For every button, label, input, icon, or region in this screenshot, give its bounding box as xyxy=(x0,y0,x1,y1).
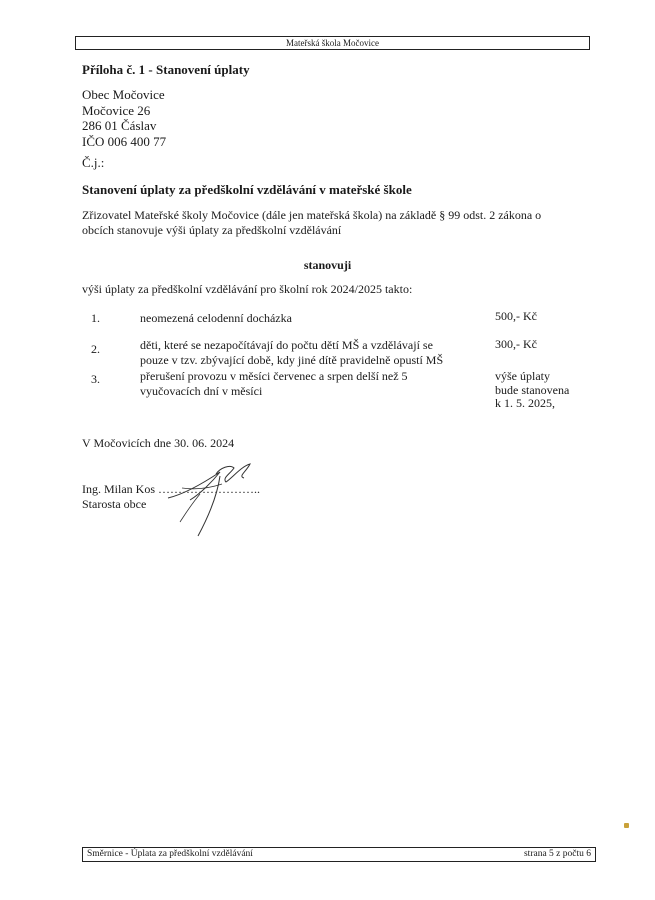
fee-item-3-amount xyxy=(495,370,569,411)
page-footer-box xyxy=(82,847,596,862)
footer-document-name: Směrnice - Úplata za předškolní vzdělávání xyxy=(87,849,253,859)
address-line-ico: IČO 006 400 77 xyxy=(82,133,167,149)
intro-line-2: obcích stanovuje výši úplaty za předškolní vzdělávání xyxy=(82,223,342,237)
signatory-role: Starosta obce xyxy=(82,497,147,511)
signatory-name: Ing. Milan Kos …………………….. xyxy=(82,482,260,496)
fee-item-3-description-line-1: přerušení provozu v měsíci červenec a srpen delší než 5 xyxy=(140,369,408,383)
decision-heading: stanovuji xyxy=(303,258,352,272)
fee-item-2-number: 2. xyxy=(91,342,100,356)
fee-item-3-amount-line-1: výše úplaty xyxy=(495,369,550,383)
fee-item-2-description-line-1: děti, které se nezapočítávají do počtu dětí MŠ a vzdělávají se xyxy=(140,338,433,352)
annex-title: Příloha č. 1 - Stanovení úplaty xyxy=(82,62,250,77)
fee-item-3-amount-line-3: k 1. 5. 2025, xyxy=(495,396,555,410)
address-line-city: 286 01 Čáslav xyxy=(82,118,157,133)
fee-item-3-description-line-2: vyučovacích dní v měsíci xyxy=(140,384,263,398)
intro-line-1: Zřizovatel Mateřské školy Močovice (dále jen mateřská škola) na základě § 99 odst. 2 zákona o xyxy=(82,208,542,222)
reference-number: Č.j.: xyxy=(82,155,105,170)
footer-page-number: strana 5 z počtu 6 xyxy=(523,849,591,859)
fee-item-1-amount: 500,- Kč xyxy=(495,309,537,323)
fee-item-1-description: neomezená celodenní docházka xyxy=(140,311,292,325)
address-line-street: Močovice 26 xyxy=(82,102,151,118)
page-header-box xyxy=(75,36,590,50)
fee-item-3-number: 3. xyxy=(91,372,100,386)
document-title: Stanovení úplaty za předškolní vzdělávání v mateřské škole xyxy=(82,182,412,197)
decision-text: výši úplaty za předškolní vzdělávání pro školní rok 2024/2025 takto: xyxy=(82,282,413,296)
margin-mark xyxy=(624,823,629,828)
address-line-municipality: Obec Močovice xyxy=(82,87,165,102)
fee-item-2-description-line-2: pouze v tzv. zbývající době, kdy jiné dítě pravidelně opustí MŠ xyxy=(140,353,444,367)
fee-item-3-amount-line-2: bude stanovena xyxy=(495,382,570,397)
address-block xyxy=(82,87,166,149)
fee-item-1-number: 1. xyxy=(91,311,100,325)
handwritten-signature xyxy=(160,460,260,540)
date-place: V Močovicích dne 30. 06. 2024 xyxy=(82,436,235,450)
fee-item-2-amount: 300,- Kč xyxy=(495,337,537,351)
school-name-header: Mateřská škola Močovice xyxy=(286,38,379,48)
